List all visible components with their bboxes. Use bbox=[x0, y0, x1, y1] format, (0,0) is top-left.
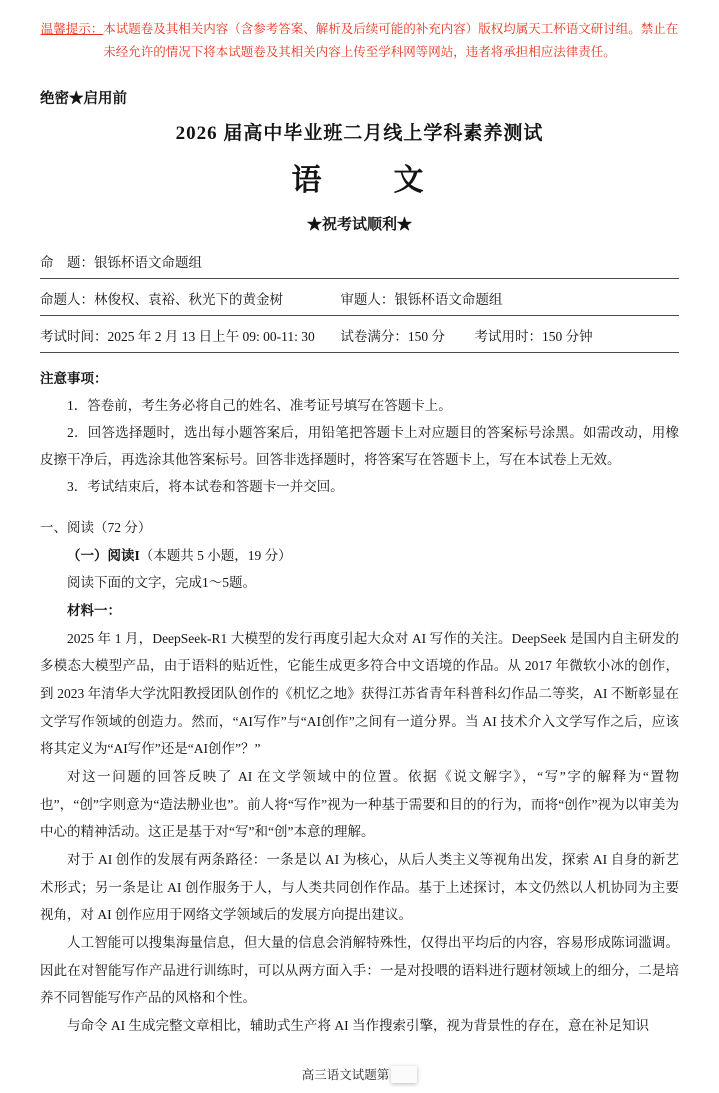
page-number-redaction-box bbox=[391, 1066, 417, 1083]
page-footer bbox=[0, 1065, 719, 1083]
reading-section bbox=[40, 514, 679, 1040]
classification-label: 绝密★启用前 bbox=[40, 91, 127, 107]
exam-info-table bbox=[40, 242, 679, 353]
instruction-item: 1．答卷前，考生务必将自己的姓名、准考证号填写在答题卡上。 bbox=[67, 398, 452, 413]
instructions-title: 注意事项： bbox=[40, 371, 108, 386]
reading-instruction: 阅读下面的文字，完成1～5题。 bbox=[67, 575, 256, 591]
instructions-section bbox=[40, 365, 679, 500]
notice-body: 本试题卷及其相关内容（含参考答案、解析及后续可能的补充内容）版权均属天工杯语文研讨组。禁止在未经允许的情况下将本试题卷及其相关内容上传至学科网等网站，违者将承担相应法律责任。 bbox=[103, 22, 679, 59]
exam-time: 考试时间：2025 年 2 月 13 日上午 09: 00-11: 30 bbox=[40, 329, 315, 344]
exam-greeting: ★祝考试顺利★ bbox=[306, 217, 412, 233]
info-row-schedule bbox=[40, 316, 679, 353]
info-row-authors bbox=[40, 279, 679, 316]
question-authors: 命题人：林俊权、袁裕、秋光下的黄金树 bbox=[40, 292, 283, 307]
subject-title: 语 文 bbox=[291, 164, 428, 197]
footer-text: 高三语文试题第 bbox=[301, 1068, 390, 1082]
proposer-group: 命 题：银铄杯语文命题组 bbox=[40, 255, 202, 270]
exam-duration: 考试用时：150 分钟 bbox=[474, 329, 593, 344]
material-paragraph: 2025 年 1 月，DeepSeek-R1 大模型的发行再度引起大众对 AI 写作的关注。DeepSeek 是国内自主研发的多模态大模型产品，由于语料的贴近性，它能生成更多符合中文语境的作品。从 2017 年微软小冰的创作，到 2023 年清华大学沈阳教授团队创作的《机忆之地》获得江苏省青年科普科幻作品二等奖，AI 不断彰显在文学写作领域的创造力。然而，“AI写作”与“AI创作”之间有一道分界。当 AI 技术介入文学写作之后，应该将其定义为“AI写作”还是“AI创作”？” bbox=[40, 630, 679, 757]
subsection-title-rest: （本题共 5 小题，19 分） bbox=[139, 547, 292, 563]
instruction-item: 2．回答选择题时，选出每小题答案后，用铅笔把答题卡上对应题目的答案标号涂黑。如需改动，用橡皮擦干净后，再选涂其他答案标号。回答非选择题时，将答案写在答题卡上，写在本试卷上无效。 bbox=[40, 425, 679, 467]
copyright-notice bbox=[40, 18, 679, 63]
material-paragraph: 人工智能可以搜集海量信息，但大量的信息会消解特殊性，仅得出平均后的内容，容易形成陈词滥调。因此在对智能写作产品进行训练时，可以从两方面入手：一是对投喂的语料进行题材领域上的细分，二是培养不同智能写作产品的风格和个性。 bbox=[40, 935, 679, 1006]
notice-label: 温馨提示： bbox=[40, 22, 104, 36]
total-score: 试卷满分：150 分 bbox=[340, 329, 445, 344]
reviewer: 审题人：银铄杯语文命题组 bbox=[340, 292, 503, 307]
subsection-title bbox=[40, 542, 679, 570]
material-paragraph: 对于 AI 创作的发展有两条路径：一条是以 AI 为核心，从后人类主义等视角出发，探索 AI 自身的新艺术形式；另一条是让 AI 创作服务于人，与人类共同创作作品。基于上述探讨，本文仍然以人机协同为主要视角，对 AI 创作应用于网络文学领域后的发展方向提出建议。 bbox=[40, 852, 679, 923]
instruction-item: 3．考试结束后，将本试卷和答题卡一并交回。 bbox=[67, 479, 344, 494]
material-label: 材料一： bbox=[67, 603, 121, 619]
exam-title: 2026 届高中毕业班二月线上学科素养测试 bbox=[175, 123, 544, 144]
section-title: 一、阅读（72 分） bbox=[40, 520, 152, 535]
material-paragraph: 对这一问题的回答反映了 AI 在文学领域中的位置。依据《说文解字》，“写”字的解释为“置物也”，“创”字则意为“造法刱业也”。前人将“写作”视为一种基于需要和目的的行为，而将“创作”视为以审美为中心的精神活动。这正是基于对“写”和“创”本意的理解。 bbox=[40, 769, 679, 840]
material-paragraph: 与命令 AI 生成完整文章相比，辅助式生产将 AI 当作搜索引擎，视为背景性的存在，意在补足知识 bbox=[67, 1018, 649, 1034]
info-row-proposer bbox=[40, 242, 679, 279]
subsection-title-bold: （一）阅读I bbox=[67, 547, 140, 563]
